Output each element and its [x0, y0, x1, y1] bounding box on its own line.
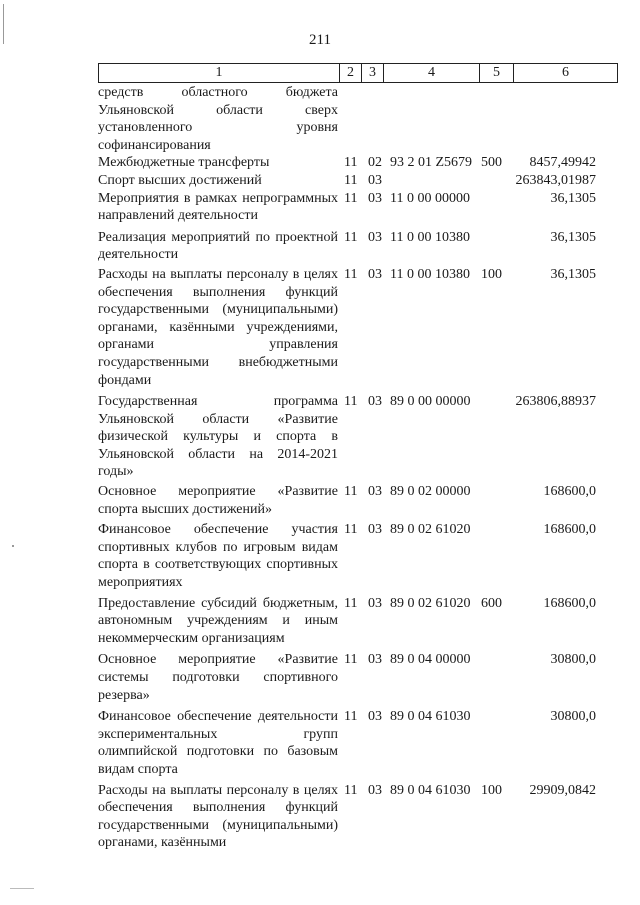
row-csr: 89 0 02 00000 — [390, 484, 471, 500]
row-csr: 11 0 00 10380 — [390, 229, 470, 245]
table-row — [98, 393, 618, 481]
row-name: Расходы на выплаты персоналу в целях обеспечения выполнения функций государственными (муниципальными) органами, казёнными — [98, 782, 338, 851]
row-csr: 89 0 02 61020 — [390, 522, 471, 538]
row-sum: 36,1305 — [550, 190, 596, 206]
row-rz: 11 — [344, 155, 358, 171]
row-name: Расходы на выплаты персоналу в целях обеспечения выполнения функций государственными (муниципальными) органами, казёнными учреждениями, органами управления государственными внебюджетными фондами — [98, 266, 338, 388]
scan-artifact — [3, 4, 4, 44]
row-rz: 11 — [344, 172, 358, 188]
row-rz: 11 — [344, 522, 358, 538]
row-pr: 03 — [368, 595, 382, 611]
row-pr: 03 — [368, 709, 382, 725]
row-name: Спорт высших достижений — [98, 172, 262, 188]
row-pr: 03 — [368, 522, 382, 538]
table-row — [98, 782, 618, 852]
row-vr: 100 — [481, 782, 502, 798]
row-sum: 168600,0 — [543, 522, 596, 538]
row-csr: 89 0 04 61030 — [390, 782, 471, 798]
header-col-6: 6 — [513, 64, 617, 82]
header-col-5: 5 — [479, 64, 513, 82]
row-pr: 03 — [368, 394, 382, 410]
table-row — [98, 483, 618, 518]
row-name: Основное мероприятие «Развитие системы подготовки спортивного резерва» — [98, 652, 338, 703]
row-sum: 36,1305 — [550, 229, 596, 245]
table-row — [98, 266, 618, 389]
row-vr: 500 — [481, 155, 502, 171]
row-csr: 89 0 04 00000 — [390, 652, 471, 668]
row-name: Предоставление субсидий бюджетным, автономным учреждениям и иным некоммерческим организациям — [98, 595, 338, 646]
table-row — [98, 521, 618, 591]
row-rz: 11 — [344, 484, 358, 500]
table-row — [98, 595, 618, 648]
row-rz: 11 — [344, 782, 358, 798]
row-name: Финансовое обеспечение участия спортивных клубов по игровым видам спорта в соответствующих спортивных мероприятиях — [98, 522, 338, 591]
table-header — [98, 63, 618, 83]
row-name: Межбюджетные трансферты — [98, 155, 270, 171]
row-sum: 30800,0 — [550, 652, 596, 668]
row-pr: 03 — [368, 266, 382, 282]
row-vr: 100 — [481, 266, 502, 282]
table-row — [98, 708, 618, 778]
row-rz: 11 — [344, 709, 358, 725]
row-csr: 11 0 00 10380 — [390, 266, 470, 282]
row-sum: 168600,0 — [543, 595, 596, 611]
scan-artifact — [10, 888, 34, 889]
table-row — [98, 229, 618, 264]
row-pr: 03 — [368, 652, 382, 668]
row-sum: 30800,0 — [550, 709, 596, 725]
row-csr: 89 0 02 61020 — [390, 595, 471, 611]
row-sum: 29909,0842 — [529, 782, 596, 798]
header-col-3: 3 — [361, 64, 383, 82]
row-sum: 8457,49942 — [529, 155, 596, 171]
scan-artifact — [12, 545, 14, 547]
row-rz: 11 — [344, 394, 358, 410]
row-pr: 02 — [368, 155, 382, 171]
table-row — [98, 651, 618, 704]
row-rz: 11 — [344, 595, 358, 611]
row-name: средств областного бюджета Ульяновской области сверх установленного уровня софинансирования — [98, 85, 338, 153]
header-col-4: 4 — [383, 64, 479, 82]
table-body — [98, 84, 618, 852]
row-pr: 03 — [368, 229, 382, 245]
row-name: Основное мероприятие «Развитие спорта высших достижений» — [98, 484, 338, 517]
table-row — [98, 154, 618, 172]
page-number: 211 — [309, 32, 331, 48]
row-name: Реализация мероприятий по проектной деятельности — [98, 229, 338, 263]
row-pr: 03 — [368, 190, 382, 206]
header-col-1: 1 — [215, 65, 223, 80]
row-rz: 11 — [344, 190, 358, 206]
row-sum: 263843,01987 — [515, 172, 596, 188]
table-row — [98, 190, 618, 225]
row-name: Финансовое обеспечение деятельности экспериментальных групп олимпийской подготовки по базовым видам спорта — [98, 709, 338, 777]
row-sum: 263806,88937 — [515, 394, 596, 410]
row-csr: 11 0 00 00000 — [390, 190, 470, 206]
row-rz: 11 — [344, 652, 358, 668]
header-col-2: 2 — [339, 64, 361, 82]
row-csr: 93 2 01 Z5679 — [390, 155, 473, 171]
row-name: Государственная программа Ульяновской области «Развитие физической культуры и спорта в Ульяновской области на 2014-2021 годы» — [98, 394, 338, 480]
row-rz: 11 — [344, 266, 358, 282]
row-sum: 36,1305 — [550, 266, 596, 282]
budget-table — [98, 63, 618, 852]
row-vr: 600 — [481, 595, 502, 611]
row-pr: 03 — [368, 172, 382, 188]
row-pr: 03 — [368, 484, 382, 500]
row-csr: 89 0 04 61030 — [390, 709, 471, 725]
table-row — [98, 84, 618, 154]
row-csr: 89 0 00 00000 — [390, 394, 471, 410]
table-row — [98, 172, 618, 190]
row-name: Мероприятия в рамках непрограммных направлений деятельности — [98, 190, 338, 224]
row-pr: 03 — [368, 782, 382, 798]
row-rz: 11 — [344, 229, 358, 245]
row-sum: 168600,0 — [543, 484, 596, 500]
